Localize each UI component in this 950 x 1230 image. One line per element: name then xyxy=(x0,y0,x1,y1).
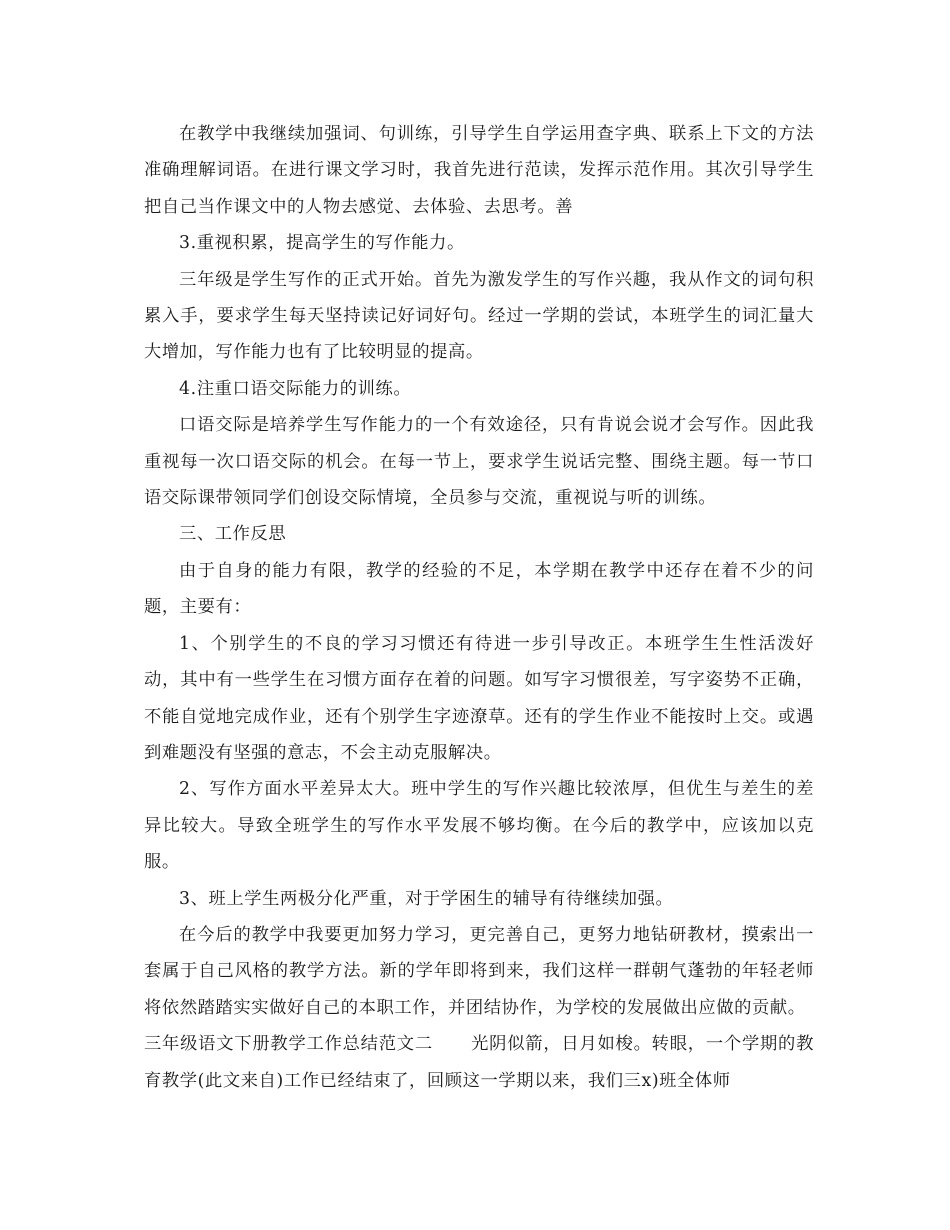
article-intro: 光阴似箭，日月如梭。转眼，一个学期的教育教学(此文来自)工作已经结束了，回顾这一学期以来，我们三x)班全体师 xyxy=(144,1034,814,1091)
paragraph: 由于自身的能力有限，教学的经验的不足，本学期在教学中还存在着不少的问题，主要有： xyxy=(144,560,814,618)
list-item: 2、写作方面水平差异太大。班中学生的写作兴趣比较浓厚，但优生与差生的差异比较大。导致全班学生的写作水平发展不够均衡。在今后的教学中，应该加以克服。 xyxy=(144,779,814,873)
paragraph: 口语交际是培养学生写作能力的一个有效途径，只有肯说会说才会写作。因此我重视每一次口语交际的机会。在每一节上，要求学生说话完整、围绕主题。每一节口语交际课带领同学们创设交际情境，全员参与交流，重视说与听的训练。 xyxy=(144,415,814,509)
list-item: 1、个别学生的不良的学习习惯还有待进一步引导改正。本班学生生性活泼好动，其中有一些学生在习惯方面存在着的问题。如写字习惯很差，写字姿势不正确，不能自觉地完成作业，还有个别学生字迹潦草。还有的学生作业不能按时上交。或遇到难题没有坚强的意志，不会主动克服解决。 xyxy=(144,633,814,763)
section-heading: 3.重视积累，提高学生的写作能力。 xyxy=(179,233,465,254)
section-heading: 4.注重口语交际能力的训练。 xyxy=(179,378,412,399)
paragraph: 在今后的教学中我要更加努力学习，更完善自己，更努力地钻研教材，摸索出一套属于自己风格的教学方法。新的学年即将到来，我们这样一群朝气蓬勃的年轻老师将依然踏踏实实做好自己的本职工作，并团结协作，为学校的发展做出应做的贡献。 xyxy=(144,924,814,1018)
section-heading: 三、工作反思 xyxy=(179,524,287,545)
article-title: 三年级语文下册教学工作总结范文二 xyxy=(144,1034,433,1055)
paragraph: 三年级是学生写作的正式开始。首先为激发学生的写作兴趣，我从作文的词句积累入手，要求学生每天坚持读记好词好句。经过一学期的尝试，本班学生的词汇量大大增加，写作能力也有了比较明显的提高。 xyxy=(144,269,814,363)
paragraph: 在教学中我继续加强词、句训练，引导学生自学运用查字典、联系上下文的方法准确理解词语。在进行课文学习时，我首先进行范读，发挥示范作用。其次引导学生把自己当作课文中的人物去感觉、去体验、去思考。善 xyxy=(144,124,814,217)
document-body xyxy=(144,116,814,1099)
final-paragraph xyxy=(144,1026,814,1099)
list-item: 3、班上学生两极分化严重，对于学困生的辅导有待继续加强。 xyxy=(179,888,674,909)
